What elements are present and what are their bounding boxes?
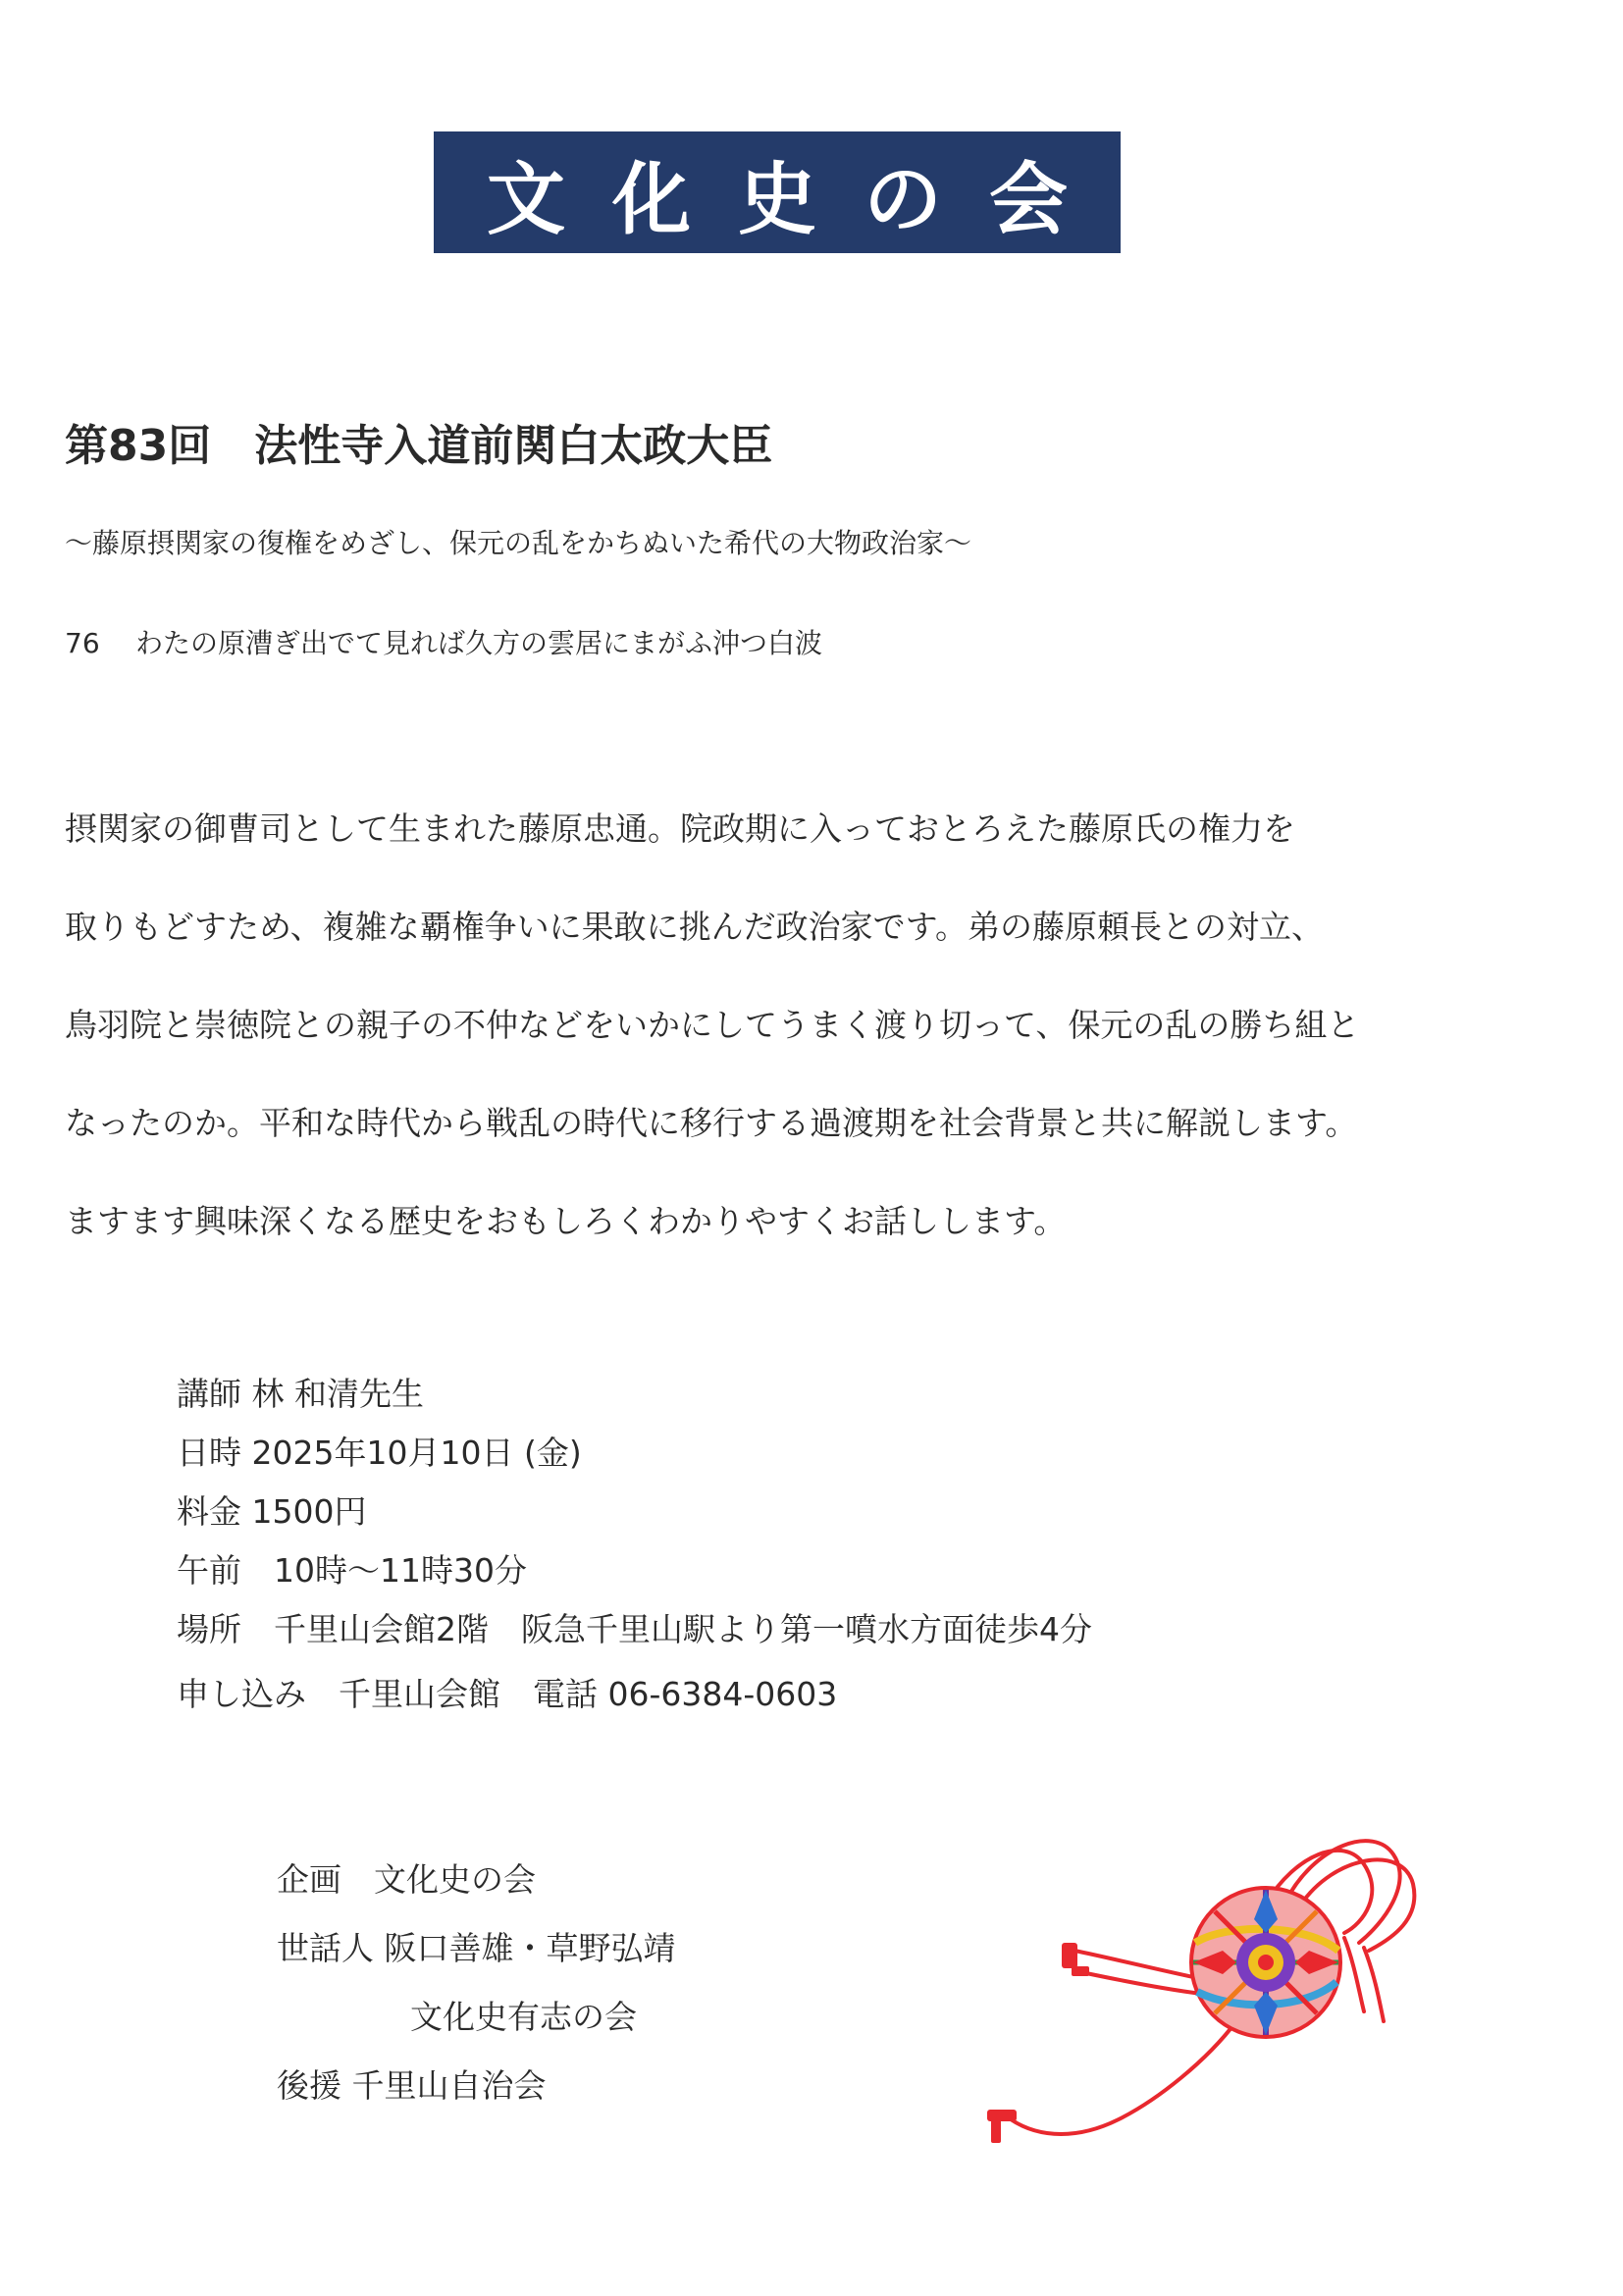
- fee-info: 料金 1500円: [177, 1492, 367, 1531]
- title-text: 文化史の会: [487, 153, 1115, 245]
- application-info: 申し込み 千里山会館 電話 06-6384-0603: [177, 1675, 838, 1713]
- organizers-credit: 世話人 阪口善雄・草野弘靖: [277, 1929, 676, 1967]
- support-credit: 後援 千里山自治会: [277, 2066, 547, 2105]
- description-line: 摂関家の御曹司として生まれた藤原忠通。院政期に入っておとろえた藤原氏の権力を: [65, 809, 1295, 848]
- poem-text: わたの原漕ぎ出でて見れば久方の雲居にまがふ沖つ白波: [135, 627, 823, 659]
- event-details: [177, 1374, 1092, 1733]
- planning-credit: 企画 文化史の会: [277, 1860, 536, 1899]
- date-info: 日時 2025年10月10日 (金): [177, 1434, 582, 1472]
- place-info: 場所 千里山会館2階 阪急千里山駅より第一噴水方面徒歩4分: [177, 1610, 1092, 1648]
- description-line: ますます興味深くなる歴史をおもしろくわかりやすくお話しします。: [65, 1202, 1067, 1240]
- description-line: 取りもどすため、複雑な覇権争いに果敢に挑んだ政治家です。弟の藤原頼長との対立、: [65, 908, 1325, 946]
- organizers-group: 文化史有志の会: [410, 1998, 637, 2036]
- description-line: 鳥羽院と崇徳院との親子の不仲などをいかにしてうまく渡り切って、保元の乱の勝ち組と: [65, 1006, 1360, 1044]
- temari-ball-illustration: [971, 1825, 1442, 2168]
- title-banner: [434, 131, 1121, 253]
- description-line: なったのか。平和な時代から戦乱の時代に移行する過渡期を社会背景と共に解説します。: [65, 1104, 1358, 1142]
- credits: [277, 1858, 676, 2133]
- lecture-heading: 第83回 法性寺入道前関白太政大臣: [65, 421, 773, 471]
- lecture-subtitle: ～藤原摂関家の復権をめざし、保元の乱をかちぬいた希代の大物政治家～: [65, 527, 972, 559]
- time-info: 午前 10時～11時30分: [177, 1551, 527, 1590]
- lecturer-info: 講師 林 和清先生: [177, 1375, 424, 1413]
- description: [65, 810, 1537, 1301]
- poem-line: [65, 622, 822, 661]
- poem-number: 76: [65, 627, 100, 659]
